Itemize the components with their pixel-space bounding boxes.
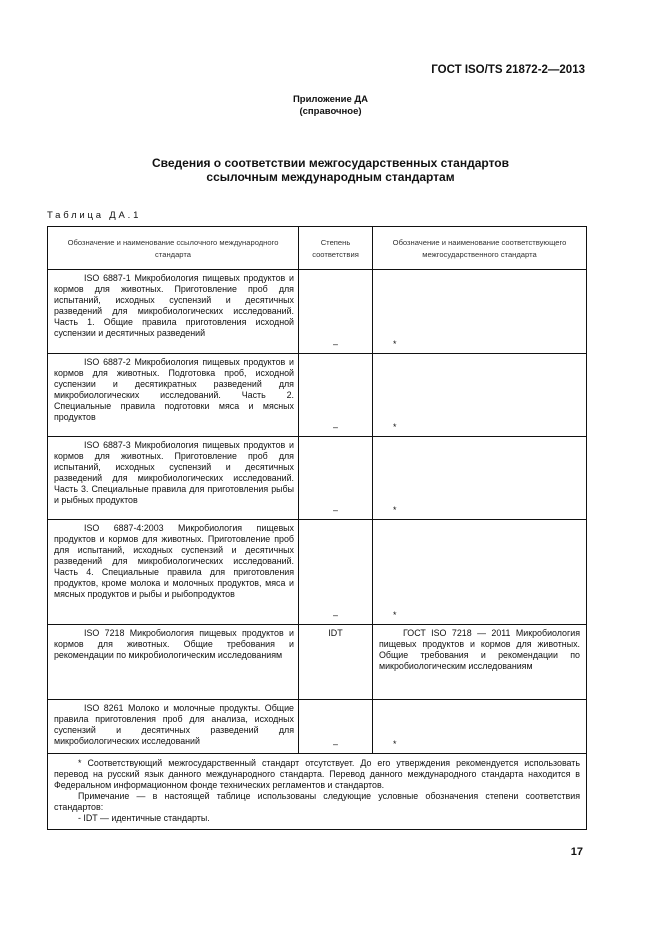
reference-cell: ISO 6887-4:2003 Микробиология пищевых продуктов и кормов для животных. Приготовление проб для испытаний, исходных суспензий и десятичных разведений для микробиологических исследований. Часть 4. Специальные правила для приготовления продуктов, кроме молока и молочных продуктов, мяса и мясных продуктов и рыбы и рыбопродуктов (48, 520, 299, 625)
corresponding-cell: * (373, 354, 587, 437)
table-label: Таблица ДА.1 (47, 210, 142, 221)
footnote-text: * Соответствующий межгосударственный стандарт отсутствует. До его утверждения рекомендуется использовать перевод на русский язык данного международного стандарта. Перевод данного международного стандарта находится в Федеральном информационном фонде технических регламентов и стандартов. (54, 758, 580, 790)
annex-heading (0, 94, 661, 118)
table-row (48, 625, 587, 700)
corresponding-cell: * (373, 437, 587, 520)
degree-cell: – (299, 437, 373, 520)
corresponding-cell: * (373, 700, 587, 754)
table-row (48, 520, 587, 625)
degree-cell: – (299, 700, 373, 754)
table-header-row (48, 227, 587, 270)
section-title-line-1: Сведения о соответствии межгосударственных стандартов (152, 156, 509, 170)
table-row (48, 700, 587, 754)
reference-cell: ISO 7218 Микробиология пищевых продуктов и кормов для животных. Общие требования и рекомендации по микробиологическим исследованиям (48, 625, 299, 700)
reference-cell: ISO 6887-2 Микробиология пищевых продуктов и кормов для животных. Подготовка проб, исходной суспензии и десятикратных разведений для микробиологических исследований. Часть 2. Специальные правила подготовки мяса и мясных продуктов (48, 354, 299, 437)
degree-cell: IDT (299, 625, 373, 700)
reference-cell: ISO 8261 Молоко и молочные продукты. Общие правила приготовления проб для анализа, исходных суспензий и десятичных разведений для микробиологических исследований (48, 700, 299, 754)
note-text: Примечание — в настоящей таблице использованы следующие условные обозначения степени соответствия стандартов: (54, 791, 580, 812)
annex-subtitle: (справочное) (299, 106, 362, 117)
footnote-cell (48, 754, 587, 830)
page-number: 17 (570, 846, 583, 858)
correspondence-table (47, 226, 587, 830)
degree-cell: – (299, 520, 373, 625)
column-header-corresponding: Обозначение и наименование соответствующего межгосударственного стандарта (373, 227, 587, 270)
degree-cell: – (299, 270, 373, 354)
corresponding-cell: * (373, 270, 587, 354)
reference-cell: ISO 6887-3 Микробиология пищевых продуктов и кормов для животных. Приготовление проб для испытаний, исходных суспензий и десятичных разведений для микробиологических исследований. Часть 3. Специальные правила для приготовления рыбы и рыбных продуктов (48, 437, 299, 520)
note-item: - IDT — идентичные стандарты. (78, 813, 210, 823)
section-title (0, 156, 661, 184)
corresponding-cell: * (373, 520, 587, 625)
degree-cell: – (299, 354, 373, 437)
annex-title: Приложение ДА (292, 94, 369, 105)
table-row (48, 354, 587, 437)
column-header-reference: Обозначение и наименование ссылочного международного стандарта (48, 227, 299, 270)
table-row (48, 270, 587, 354)
corresponding-cell: ГОСТ ISO 7218 — 2011 Микробиология пищевых продуктов и кормов для животных. Общие требования и рекомендации по микробиологическим исследованиям (373, 625, 587, 700)
table-footnote-row (48, 754, 587, 830)
column-header-degree: Степень соответствия (299, 227, 373, 270)
reference-cell: ISO 6887-1 Микробиология пищевых продуктов и кормов для животных. Приготовление проб для испытаний, исходных суспензий и десятичных разведений для микробиологических исследований. Часть 1. Общие правила приготовления исходной суспензии и десятичных разведений (48, 270, 299, 354)
document-code: ГОСТ ISO/TS 21872-2—2013 (431, 64, 585, 76)
table-row (48, 437, 587, 520)
section-title-line-2: ссылочным международным стандартам (206, 170, 455, 184)
